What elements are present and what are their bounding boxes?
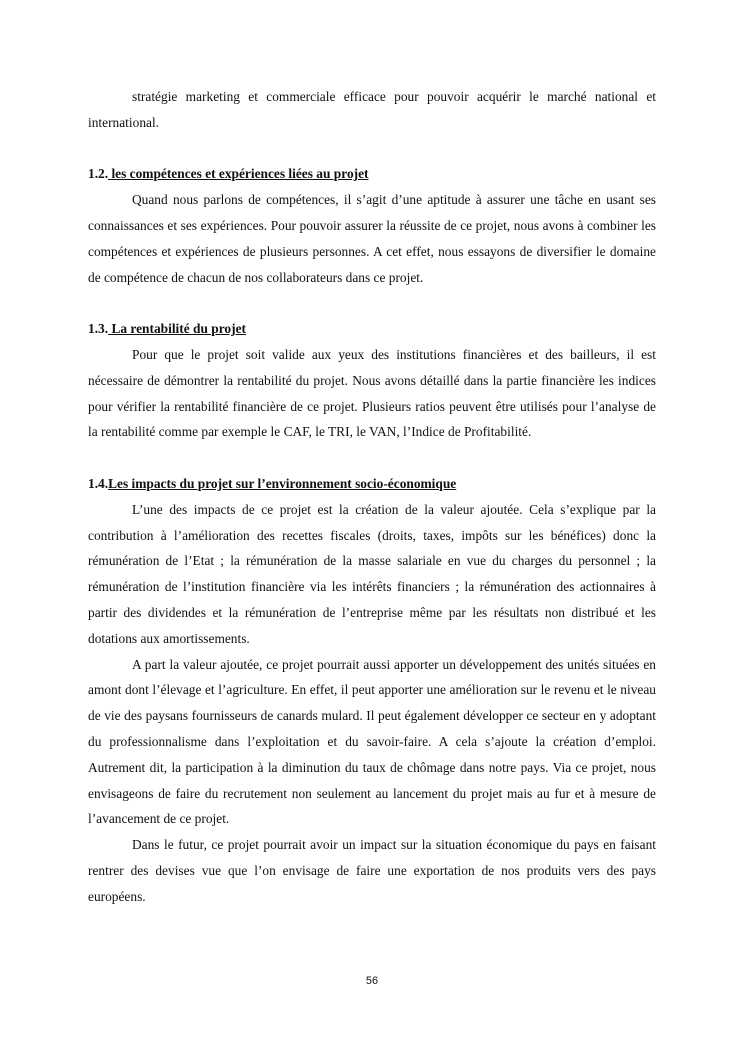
spacer bbox=[88, 290, 656, 316]
section-number: 1.3. bbox=[88, 321, 109, 337]
section-1-4-paragraph-1: L’une des impacts de ce projet est la création de la valeur ajoutée. Cela s’explique par la contribution à l’amélioration des recettes fiscales (droits, taxes, impôts sur les bénéfices) donc la rémunération de l’Etat ; la rémunération de la masse salariale en vue du charges du personnel ; la rémunération de l’institution financière via les intérêts financiers ; la rémunération des actionnaires à partir des dividendes et la rémunération de l’entreprise même par les résultats non distribué et les dotations aux amortissements. bbox=[88, 501, 656, 646]
section-1-2-paragraph: Quand nous parlons de compétences, il s’agit d’une aptitude à assurer une tâche en usant ses connaissances et ses expériences. Pour pouvoir assurer la réussite de ce projet, nous avons à combiner les compétences et expériences de plusieurs personnes. A cet effet, nous essayons de diversifier le domaine de compétence de chacun de nos collaborateurs dans ce projet. bbox=[88, 192, 656, 285]
spacer bbox=[88, 136, 656, 162]
intro-paragraph: stratégie marketing et commerciale efficace pour pouvoir acquérir le marché national et international. bbox=[88, 89, 656, 130]
section-title: Les impacts du projet sur l’environnement socio-économique bbox=[108, 475, 457, 491]
page-number: 56 bbox=[365, 975, 379, 987]
section-number: 1.2. bbox=[88, 166, 109, 182]
section-1-4-paragraph-3: Dans le futur, ce projet pourrait avoir un impact sur la situation économique du pays en faisant rentrer des devises vue que l’on envisage de faire une exportation de nos produits vers des pays européens. bbox=[88, 837, 656, 904]
section-1-3-paragraph: Pour que le projet soit valide aux yeux des institutions financières et des bailleurs, il est nécessaire de démontrer la rentabilité du projet. Nous avons détaillé dans la partie financière les indices pour vérifier la rentabilité financière de ce projet. Plusieurs ratios peuvent être utilisés pour l’analyse de la rentabilité comme par exemple le CAF, le TRI, le VAN, l’Indice de Profitabilité. bbox=[88, 346, 656, 440]
spacer bbox=[88, 445, 656, 471]
section-heading-1-2 bbox=[88, 161, 656, 187]
section-heading-1-3 bbox=[88, 316, 656, 342]
section-1-4-paragraph-2: A part la valeur ajoutée, ce projet pourrait aussi apporter un développement des unités situées en amont dont l’élevage et l’agriculture. En effet, il peut apporter une amélioration sur le revenu et le niveau de vie des paysans fournisseurs de canards mulard. Il peut également développer ce secteur en y adoptant du professionnalisme dans l’exploitation et du savoir-faire. A cela s’ajoute la création d’emploi. Autrement dit, la participation à la diminution du taux de chômage dans notre pays. Via ce projet, nous envisageons de faire du recrutement non seulement au lancement du projet mais au fur et à mesure de l’avancement de ce projet. bbox=[88, 656, 656, 827]
document-page bbox=[88, 84, 656, 910]
section-heading-1-4 bbox=[88, 471, 656, 497]
section-number: 1.4. bbox=[88, 475, 109, 491]
section-title: les compétences et expériences liées au projet bbox=[108, 166, 369, 182]
section-title: La rentabilité du projet bbox=[108, 321, 246, 337]
